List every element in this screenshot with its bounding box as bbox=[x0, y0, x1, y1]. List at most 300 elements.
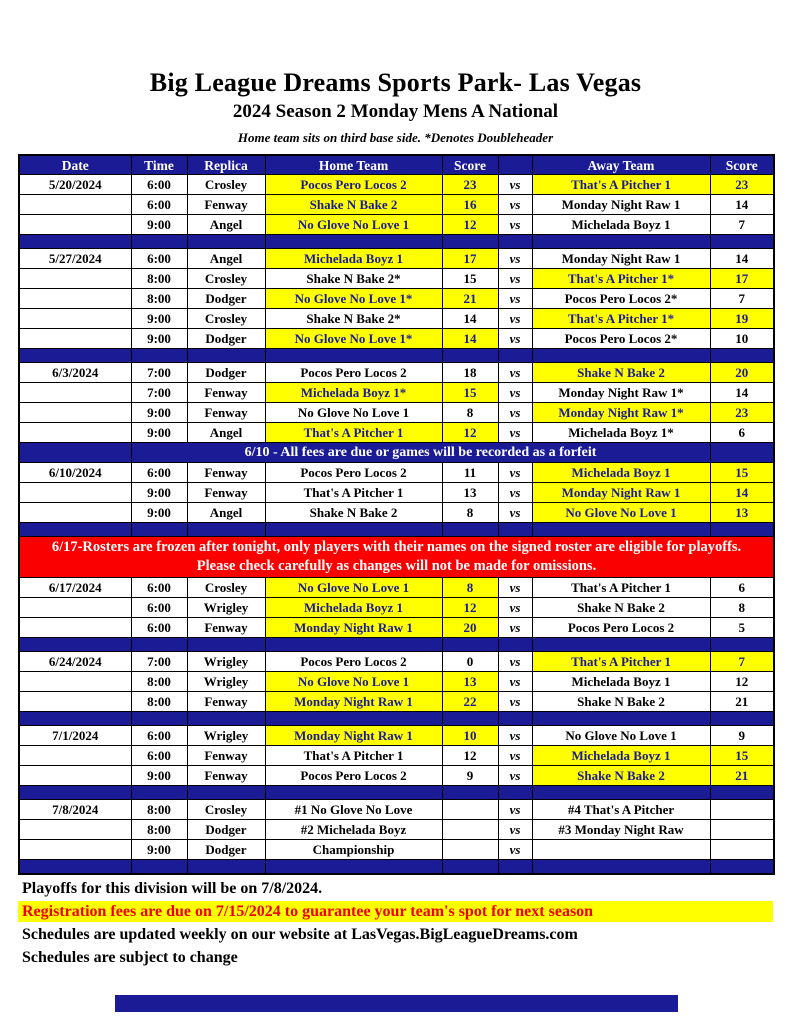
home-team-cell: No Glove No Love 1 bbox=[265, 215, 442, 235]
vs-label: vs bbox=[498, 618, 532, 638]
separator-cell bbox=[265, 860, 442, 875]
time-cell: 9:00 bbox=[131, 329, 187, 349]
vs-label: vs bbox=[498, 746, 532, 766]
date-cell bbox=[19, 766, 131, 786]
date-cell bbox=[19, 746, 131, 766]
footer-change-note: Schedules are subject to change bbox=[22, 949, 238, 966]
home-team-cell: No Glove No Love 1 bbox=[265, 578, 442, 598]
separator-cell bbox=[498, 349, 532, 363]
game-row bbox=[19, 766, 774, 786]
header-time: Time bbox=[131, 155, 187, 175]
game-row bbox=[19, 403, 774, 423]
game-row bbox=[19, 329, 774, 349]
vs-label: vs bbox=[498, 195, 532, 215]
home-score-cell: 10 bbox=[442, 726, 498, 746]
separator-cell bbox=[442, 235, 498, 249]
time-cell: 9:00 bbox=[131, 215, 187, 235]
away-score-cell: 17 bbox=[710, 269, 774, 289]
replica-cell: Wrigley bbox=[187, 598, 265, 618]
separator-cell bbox=[532, 638, 710, 652]
separator-cell bbox=[442, 638, 498, 652]
away-score-cell: 15 bbox=[710, 746, 774, 766]
replica-cell: Crosley bbox=[187, 269, 265, 289]
home-team-cell: Monday Night Raw 1 bbox=[265, 692, 442, 712]
away-team-cell: Michelada Boyz 1 bbox=[532, 746, 710, 766]
home-score-cell bbox=[442, 840, 498, 860]
away-score-cell: 21 bbox=[710, 692, 774, 712]
home-score-cell bbox=[442, 800, 498, 820]
time-cell: 9:00 bbox=[131, 766, 187, 786]
replica-cell: Fenway bbox=[187, 618, 265, 638]
bottom-bar bbox=[115, 995, 678, 1012]
away-score-cell: 13 bbox=[710, 503, 774, 523]
game-row bbox=[19, 618, 774, 638]
separator-cell bbox=[498, 712, 532, 726]
separator-cell bbox=[19, 235, 131, 249]
separator-row bbox=[19, 860, 774, 875]
home-score-cell: 23 bbox=[442, 175, 498, 195]
game-row bbox=[19, 175, 774, 195]
separator-cell bbox=[19, 523, 131, 537]
separator-row bbox=[19, 349, 774, 363]
time-cell: 8:00 bbox=[131, 692, 187, 712]
separator-cell bbox=[19, 638, 131, 652]
game-row bbox=[19, 463, 774, 483]
vs-label: vs bbox=[498, 403, 532, 423]
vs-label: vs bbox=[498, 289, 532, 309]
away-score-cell: 14 bbox=[710, 383, 774, 403]
date-cell: 5/27/2024 bbox=[19, 249, 131, 269]
away-score-cell bbox=[710, 840, 774, 860]
away-score-cell: 23 bbox=[710, 175, 774, 195]
banner-row bbox=[19, 537, 774, 578]
away-team-cell: That's A Pitcher 1* bbox=[532, 309, 710, 329]
replica-cell: Fenway bbox=[187, 403, 265, 423]
separator-cell bbox=[131, 523, 187, 537]
game-row bbox=[19, 800, 774, 820]
home-team-cell: Pocos Pero Locos 2 bbox=[265, 363, 442, 383]
separator-row bbox=[19, 638, 774, 652]
date-cell: 6/10/2024 bbox=[19, 463, 131, 483]
separator-cell bbox=[710, 786, 774, 800]
separator-cell bbox=[498, 235, 532, 249]
away-team-cell: Monday Night Raw 1 bbox=[532, 195, 710, 215]
away-score-cell bbox=[710, 443, 774, 463]
replica-cell: Angel bbox=[187, 423, 265, 443]
home-score-cell: 13 bbox=[442, 483, 498, 503]
game-row bbox=[19, 726, 774, 746]
replica-cell: Fenway bbox=[187, 463, 265, 483]
home-team-cell: Championship bbox=[265, 840, 442, 860]
replica-cell: Crosley bbox=[187, 309, 265, 329]
game-row bbox=[19, 746, 774, 766]
separator-cell bbox=[19, 860, 131, 875]
separator-cell bbox=[131, 638, 187, 652]
away-score-cell bbox=[710, 820, 774, 840]
separator-cell bbox=[442, 786, 498, 800]
home-team-cell: Pocos Pero Locos 2 bbox=[265, 463, 442, 483]
separator-cell bbox=[265, 523, 442, 537]
home-score-cell: 12 bbox=[442, 746, 498, 766]
away-team-cell: That's A Pitcher 1 bbox=[532, 652, 710, 672]
notice-row bbox=[19, 443, 774, 463]
date-cell: 7/8/2024 bbox=[19, 800, 131, 820]
away-team-cell: #3 Monday Night Raw bbox=[532, 820, 710, 840]
away-team-cell: #4 That's A Pitcher bbox=[532, 800, 710, 820]
away-score-cell: 14 bbox=[710, 483, 774, 503]
date-cell: 6/3/2024 bbox=[19, 363, 131, 383]
home-score-cell: 15 bbox=[442, 383, 498, 403]
home-score-cell: 12 bbox=[442, 215, 498, 235]
away-team-cell: That's A Pitcher 1 bbox=[532, 175, 710, 195]
away-score-cell: 5 bbox=[710, 618, 774, 638]
away-score-cell: 20 bbox=[710, 363, 774, 383]
separator-cell bbox=[187, 349, 265, 363]
away-score-cell: 14 bbox=[710, 249, 774, 269]
replica-cell: Fenway bbox=[187, 195, 265, 215]
vs-label: vs bbox=[498, 249, 532, 269]
vs-label: vs bbox=[498, 800, 532, 820]
vs-label: vs bbox=[498, 692, 532, 712]
date-cell bbox=[19, 403, 131, 423]
vs-label: vs bbox=[498, 269, 532, 289]
separator-cell bbox=[710, 523, 774, 537]
time-cell: 6:00 bbox=[131, 463, 187, 483]
game-row bbox=[19, 383, 774, 403]
date-cell bbox=[19, 483, 131, 503]
separator-cell bbox=[532, 860, 710, 875]
time-cell: 6:00 bbox=[131, 195, 187, 215]
separator-cell bbox=[498, 860, 532, 875]
separator-cell bbox=[532, 235, 710, 249]
game-row bbox=[19, 820, 774, 840]
replica-cell: Crosley bbox=[187, 800, 265, 820]
date-cell: 6/17/2024 bbox=[19, 578, 131, 598]
header-date: Date bbox=[19, 155, 131, 175]
time-cell: 9:00 bbox=[131, 840, 187, 860]
vs-label: vs bbox=[498, 383, 532, 403]
away-team-cell: Shake N Bake 2 bbox=[532, 692, 710, 712]
separator-cell bbox=[19, 349, 131, 363]
separator-cell bbox=[532, 786, 710, 800]
replica-cell: Fenway bbox=[187, 746, 265, 766]
replica-cell: Fenway bbox=[187, 766, 265, 786]
vs-label: vs bbox=[498, 820, 532, 840]
home-team-cell: Monday Night Raw 1 bbox=[265, 726, 442, 746]
home-team-cell: Michelada Boyz 1 bbox=[265, 598, 442, 618]
away-team-cell: Monday Night Raw 1* bbox=[532, 403, 710, 423]
home-score-cell: 8 bbox=[442, 503, 498, 523]
game-row bbox=[19, 840, 774, 860]
away-team-cell: Michelada Boyz 1 bbox=[532, 463, 710, 483]
away-team-cell: Michelada Boyz 1* bbox=[532, 423, 710, 443]
home-score-cell: 21 bbox=[442, 289, 498, 309]
away-score-cell: 23 bbox=[710, 403, 774, 423]
separator-cell bbox=[442, 349, 498, 363]
time-cell: 6:00 bbox=[131, 578, 187, 598]
vs-label: vs bbox=[498, 766, 532, 786]
date-cell bbox=[19, 423, 131, 443]
replica-cell: Crosley bbox=[187, 175, 265, 195]
home-score-cell: 15 bbox=[442, 269, 498, 289]
separator-cell bbox=[442, 523, 498, 537]
date-cell: 5/20/2024 bbox=[19, 175, 131, 195]
replica-cell: Fenway bbox=[187, 483, 265, 503]
home-team-cell: No Glove No Love 1* bbox=[265, 329, 442, 349]
time-cell: 7:00 bbox=[131, 383, 187, 403]
away-team-cell bbox=[532, 840, 710, 860]
vs-label: vs bbox=[498, 175, 532, 195]
home-score-cell: 16 bbox=[442, 195, 498, 215]
page-tagline: Home team sits on third base side. *Denotes Doubleheader bbox=[237, 130, 554, 145]
home-score-cell: 12 bbox=[442, 598, 498, 618]
vs-label: vs bbox=[498, 598, 532, 618]
home-score-cell: 22 bbox=[442, 692, 498, 712]
vs-label: vs bbox=[498, 578, 532, 598]
away-team-cell: Shake N Bake 2 bbox=[532, 363, 710, 383]
time-cell: 8:00 bbox=[131, 820, 187, 840]
away-team-cell: Pocos Pero Locos 2 bbox=[532, 618, 710, 638]
away-score-cell: 19 bbox=[710, 309, 774, 329]
away-score-cell bbox=[710, 800, 774, 820]
game-row bbox=[19, 578, 774, 598]
away-team-cell: Shake N Bake 2 bbox=[532, 766, 710, 786]
home-score-cell: 8 bbox=[442, 403, 498, 423]
time-cell: 9:00 bbox=[131, 423, 187, 443]
footer-playoffs-note: Playoffs for this division will be on 7/8/2024. bbox=[22, 880, 323, 897]
replica-cell: Dodger bbox=[187, 289, 265, 309]
replica-cell: Dodger bbox=[187, 363, 265, 383]
away-team-cell: Pocos Pero Locos 2* bbox=[532, 329, 710, 349]
away-score-cell: 14 bbox=[710, 195, 774, 215]
home-score-cell: 17 bbox=[442, 249, 498, 269]
away-score-cell: 8 bbox=[710, 598, 774, 618]
date-cell bbox=[19, 195, 131, 215]
vs-label: vs bbox=[498, 483, 532, 503]
time-cell: 9:00 bbox=[131, 503, 187, 523]
home-team-cell: That's A Pitcher 1 bbox=[265, 746, 442, 766]
date-cell bbox=[19, 383, 131, 403]
vs-label: vs bbox=[498, 726, 532, 746]
separator-cell bbox=[131, 349, 187, 363]
vs-label: vs bbox=[498, 423, 532, 443]
home-score-cell: 14 bbox=[442, 309, 498, 329]
vs-label: vs bbox=[498, 309, 532, 329]
home-score-cell: 0 bbox=[442, 652, 498, 672]
date-cell bbox=[19, 329, 131, 349]
separator-cell bbox=[710, 712, 774, 726]
header-away-score: Score bbox=[710, 155, 774, 175]
separator-cell bbox=[265, 349, 442, 363]
separator-row bbox=[19, 786, 774, 800]
header-replica: Replica bbox=[187, 155, 265, 175]
home-team-cell: Pocos Pero Locos 2 bbox=[265, 175, 442, 195]
away-score-cell: 6 bbox=[710, 578, 774, 598]
away-team-cell: Michelada Boyz 1 bbox=[532, 215, 710, 235]
separator-cell bbox=[265, 786, 442, 800]
home-team-cell: Michelada Boyz 1* bbox=[265, 383, 442, 403]
replica-cell: Wrigley bbox=[187, 652, 265, 672]
game-row bbox=[19, 289, 774, 309]
date-cell bbox=[19, 840, 131, 860]
home-score-cell: 8 bbox=[442, 578, 498, 598]
home-team-cell: No Glove No Love 1 bbox=[265, 403, 442, 423]
separator-cell bbox=[442, 712, 498, 726]
time-cell: 6:00 bbox=[131, 618, 187, 638]
footer-website-note: Schedules are updated weekly on our website at LasVegas.BigLeagueDreams.com bbox=[22, 926, 578, 943]
home-team-cell: No Glove No Love 1* bbox=[265, 289, 442, 309]
away-team-cell: No Glove No Love 1 bbox=[532, 503, 710, 523]
separator-row bbox=[19, 712, 774, 726]
game-row bbox=[19, 309, 774, 329]
separator-cell bbox=[131, 712, 187, 726]
date-cell bbox=[19, 618, 131, 638]
footer-registration-note: Registration fees are due on 7/15/2024 to guarantee your team's spot for next season bbox=[18, 901, 773, 922]
time-cell: 8:00 bbox=[131, 269, 187, 289]
replica-cell: Angel bbox=[187, 215, 265, 235]
away-team-cell: Monday Night Raw 1* bbox=[532, 383, 710, 403]
away-team-cell: Monday Night Raw 1 bbox=[532, 483, 710, 503]
separator-cell bbox=[19, 786, 131, 800]
date-cell: 7/1/2024 bbox=[19, 726, 131, 746]
game-row bbox=[19, 215, 774, 235]
table-header-row bbox=[19, 155, 774, 175]
separator-cell bbox=[131, 235, 187, 249]
vs-label: vs bbox=[498, 463, 532, 483]
time-cell: 6:00 bbox=[131, 726, 187, 746]
footer-notes bbox=[18, 878, 773, 968]
home-team-cell: #1 No Glove No Love bbox=[265, 800, 442, 820]
home-team-cell: #2 Michelada Boyz bbox=[265, 820, 442, 840]
home-team-cell: Michelada Boyz 1 bbox=[265, 249, 442, 269]
home-score-cell: 9 bbox=[442, 766, 498, 786]
game-row bbox=[19, 692, 774, 712]
game-row bbox=[19, 652, 774, 672]
separator-cell bbox=[265, 712, 442, 726]
time-cell: 9:00 bbox=[131, 483, 187, 503]
banner-text: 6/17-Rosters are frozen after tonight, only players with their names on the signed roster are eligible for playoffs. Please check carefully as changes will not be made for omissions. bbox=[19, 537, 774, 578]
separator-cell bbox=[265, 638, 442, 652]
date-cell bbox=[19, 215, 131, 235]
away-team-cell: Shake N Bake 2 bbox=[532, 598, 710, 618]
separator-cell bbox=[187, 235, 265, 249]
notice-text: 6/10 - All fees are due or games will be recorded as a forfeit bbox=[131, 443, 710, 463]
replica-cell: Fenway bbox=[187, 383, 265, 403]
home-score-cell: 18 bbox=[442, 363, 498, 383]
time-cell: 7:00 bbox=[131, 363, 187, 383]
away-score-cell: 7 bbox=[710, 652, 774, 672]
date-cell bbox=[19, 503, 131, 523]
game-row bbox=[19, 363, 774, 383]
header-home-team: Home Team bbox=[265, 155, 442, 175]
separator-cell bbox=[532, 712, 710, 726]
away-team-cell: That's A Pitcher 1 bbox=[532, 578, 710, 598]
away-score-cell: 7 bbox=[710, 215, 774, 235]
away-score-cell: 21 bbox=[710, 766, 774, 786]
home-team-cell: No Glove No Love 1 bbox=[265, 672, 442, 692]
home-team-cell: Shake N Bake 2* bbox=[265, 309, 442, 329]
time-cell: 9:00 bbox=[131, 309, 187, 329]
separator-row bbox=[19, 523, 774, 537]
home-score-cell: 20 bbox=[442, 618, 498, 638]
date-cell: 6/24/2024 bbox=[19, 652, 131, 672]
separator-cell bbox=[710, 860, 774, 875]
home-score-cell: 12 bbox=[442, 423, 498, 443]
home-team-cell: That's A Pitcher 1 bbox=[265, 483, 442, 503]
separator-cell bbox=[442, 860, 498, 875]
away-team-cell: Monday Night Raw 1 bbox=[532, 249, 710, 269]
header-away-team: Away Team bbox=[532, 155, 710, 175]
time-cell: 6:00 bbox=[131, 598, 187, 618]
game-row bbox=[19, 423, 774, 443]
game-row bbox=[19, 483, 774, 503]
header-home-score: Score bbox=[442, 155, 498, 175]
replica-cell: Dodger bbox=[187, 820, 265, 840]
replica-cell: Dodger bbox=[187, 329, 265, 349]
home-team-cell: Shake N Bake 2* bbox=[265, 269, 442, 289]
vs-label: vs bbox=[498, 672, 532, 692]
vs-label: vs bbox=[498, 840, 532, 860]
replica-cell: Wrigley bbox=[187, 726, 265, 746]
away-score-cell: 12 bbox=[710, 672, 774, 692]
separator-cell bbox=[187, 786, 265, 800]
separator-cell bbox=[710, 235, 774, 249]
date-cell bbox=[19, 598, 131, 618]
away-score-cell: 7 bbox=[710, 289, 774, 309]
time-cell: 6:00 bbox=[131, 175, 187, 195]
date-cell bbox=[19, 692, 131, 712]
separator-cell bbox=[532, 523, 710, 537]
game-row bbox=[19, 503, 774, 523]
time-cell: 6:00 bbox=[131, 746, 187, 766]
date-cell bbox=[19, 289, 131, 309]
game-row bbox=[19, 269, 774, 289]
away-team-cell: No Glove No Love 1 bbox=[532, 726, 710, 746]
away-score-cell: 9 bbox=[710, 726, 774, 746]
separator-cell bbox=[131, 860, 187, 875]
replica-cell: Crosley bbox=[187, 578, 265, 598]
away-team-cell: Michelada Boyz 1 bbox=[532, 672, 710, 692]
home-team-cell: Monday Night Raw 1 bbox=[265, 618, 442, 638]
vs-label: vs bbox=[498, 652, 532, 672]
away-team-cell: That's A Pitcher 1* bbox=[532, 269, 710, 289]
replica-cell: Fenway bbox=[187, 692, 265, 712]
separator-cell bbox=[265, 235, 442, 249]
time-cell: 7:00 bbox=[131, 652, 187, 672]
game-row bbox=[19, 598, 774, 618]
home-score-cell bbox=[442, 820, 498, 840]
separator-cell bbox=[19, 712, 131, 726]
date-cell bbox=[19, 672, 131, 692]
away-score-cell: 6 bbox=[710, 423, 774, 443]
replica-cell: Angel bbox=[187, 249, 265, 269]
separator-cell bbox=[532, 349, 710, 363]
away-team-cell: Pocos Pero Locos 2* bbox=[532, 289, 710, 309]
home-team-cell: Pocos Pero Locos 2 bbox=[265, 652, 442, 672]
replica-cell: Wrigley bbox=[187, 672, 265, 692]
time-cell: 9:00 bbox=[131, 403, 187, 423]
game-row bbox=[19, 672, 774, 692]
home-team-cell: Shake N Bake 2 bbox=[265, 503, 442, 523]
separator-cell bbox=[710, 638, 774, 652]
away-score-cell: 15 bbox=[710, 463, 774, 483]
time-cell: 8:00 bbox=[131, 672, 187, 692]
time-cell: 6:00 bbox=[131, 249, 187, 269]
separator-cell bbox=[498, 638, 532, 652]
replica-cell: Angel bbox=[187, 503, 265, 523]
date-cell bbox=[19, 443, 131, 463]
vs-label: vs bbox=[498, 503, 532, 523]
